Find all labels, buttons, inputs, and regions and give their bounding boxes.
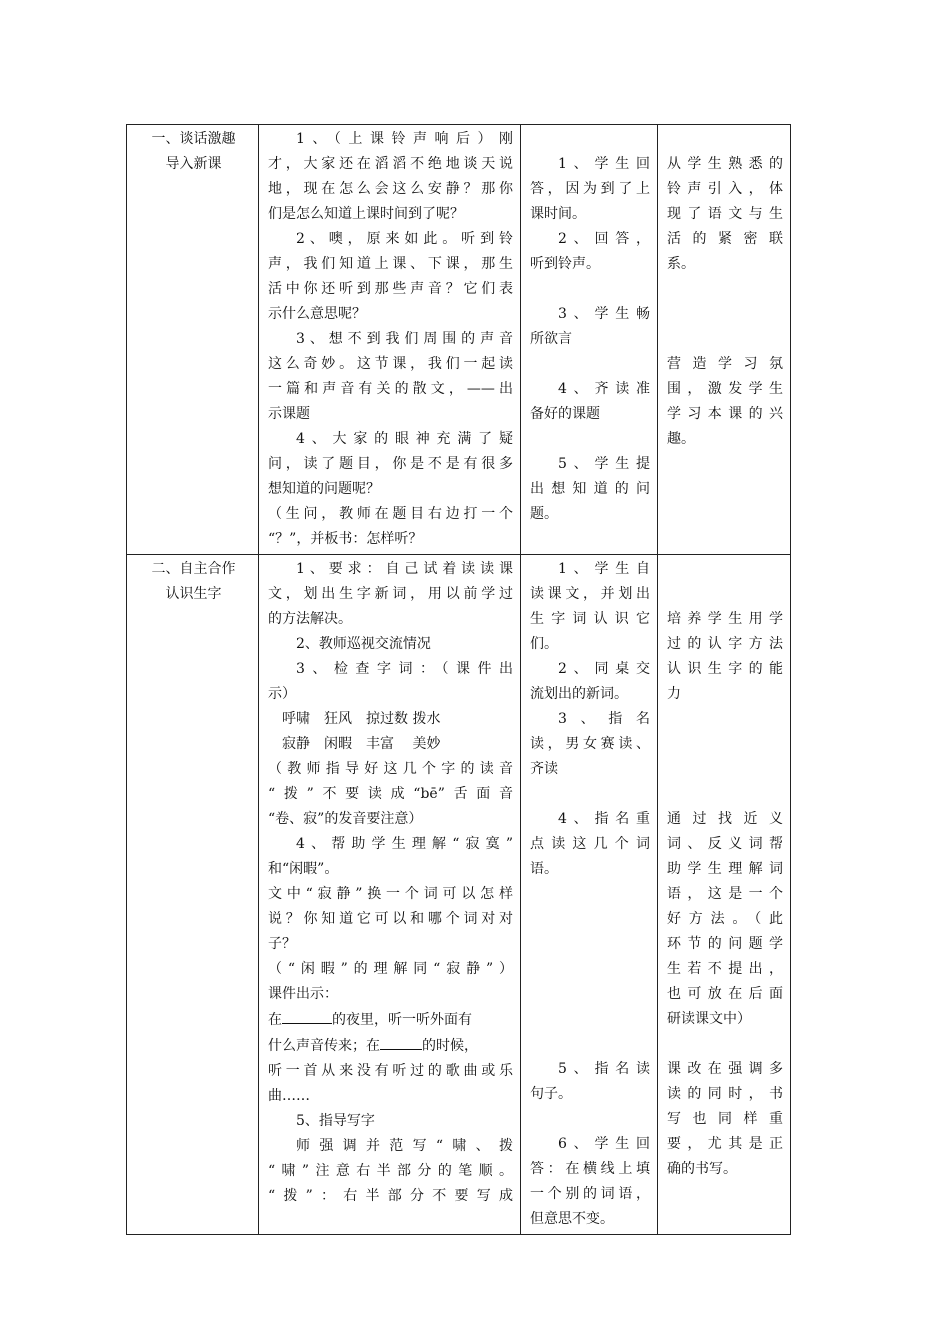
text-line: 6、学生回 [558, 1136, 650, 1152]
stage-subtitle: 导入新课 [165, 156, 222, 172]
text-line: 们。 [530, 636, 558, 652]
text-line: 2、教师巡视交流情况 [296, 636, 431, 652]
spacer [530, 907, 650, 932]
text-line: 们是怎么知道上课时间到了呢？ [268, 206, 464, 222]
spacer [667, 707, 783, 732]
fill-blank-line [268, 1007, 513, 1033]
text-line: 活的紧密联 [667, 231, 783, 247]
text-fragment: 什么声音传来；在 [268, 1038, 380, 1054]
text-line: 4、帮助学生理解“寂寞” [296, 836, 513, 852]
text-line: 5、学生提 [558, 456, 650, 472]
text-line: 认识生字的能 [667, 661, 783, 677]
spacer [667, 327, 783, 352]
text-fragment: 的夜里，听一听外面有 [332, 1012, 472, 1028]
student-activity-cell [521, 125, 658, 555]
text-line: 和“闲暇”。 [268, 861, 339, 877]
text-line: 现了语文与生 [667, 206, 783, 222]
text-line: 齐读 [530, 761, 558, 777]
stage-cell [127, 125, 259, 555]
spacer [667, 1032, 783, 1057]
design-intent-cell [658, 125, 791, 555]
text-line: 课时间。 [530, 206, 586, 222]
text-line: 好方法。（此 [667, 911, 783, 927]
text-line: 2、同桌交 [558, 661, 650, 677]
text-line: 所欲言 [530, 331, 572, 347]
text-line: 才，大家还在滔滔不绝地谈天说 [268, 156, 513, 172]
spacer [530, 957, 650, 982]
text-line: 曲…… [268, 1088, 310, 1104]
text-line: 声，我们知道上课、下课，那生 [268, 256, 513, 272]
table-body [127, 125, 791, 1235]
text-line: 力 [667, 686, 681, 702]
text-line: 语，这是一个 [667, 886, 783, 902]
text-line: 培养学生用学 [667, 611, 783, 627]
text-line: 读，男女赛读、 [530, 736, 650, 752]
text-line: 示课题 [268, 406, 310, 422]
spacer [530, 277, 650, 302]
text-line: 活中你还听到那些声音？它们表 [268, 281, 513, 297]
text-line: 一个别的词语， [530, 1186, 650, 1202]
spacer [530, 427, 650, 452]
text-line: 读课文，并划出 [530, 586, 650, 602]
design-intent-cell [658, 555, 791, 1235]
text-line: “啸”注意右半部分的笔顺。 [268, 1163, 513, 1179]
text-line: 5、指名读 [558, 1061, 650, 1077]
text-line: （“闲暇”的理解同“寂静”） [268, 961, 513, 977]
student-activity-cell [521, 555, 658, 1235]
text-line: 但意思不变。 [530, 1211, 614, 1227]
text-line: 学习本课的兴 [667, 406, 783, 422]
table-row [127, 125, 791, 555]
teacher-activity-cell [259, 555, 521, 1235]
text-line: 文，划出生字新词，用以前学过 [268, 586, 513, 602]
text-line: 课改在强调多 [667, 1061, 783, 1077]
text-line: 4、齐读准 [558, 381, 650, 397]
text-line: 过的认字方法 [667, 636, 783, 652]
blank-underline [282, 1007, 332, 1024]
text-line: 通过找近义 [667, 811, 783, 827]
spacer [530, 932, 650, 957]
text-line: 2、噢，原来如此。听到铃 [296, 231, 513, 247]
spacer [667, 302, 783, 327]
spacer [530, 1007, 650, 1032]
spacer [667, 277, 783, 302]
text-line: 生字词认识它 [530, 611, 650, 627]
text-line: 也可放在后面 [667, 986, 783, 1002]
text-line: 示什么意思呢？ [268, 306, 366, 322]
spacer [530, 352, 650, 377]
spacer [530, 882, 650, 907]
text-line: 问，读了题目，你是不是有很多 [268, 456, 513, 472]
text-line: 听到铃声。 [530, 256, 600, 272]
text-line: 2、回答， [558, 231, 650, 247]
text-line: 研读课文中） [667, 1011, 751, 1027]
text-line: 一篇和声音有关的散文，——出 [268, 381, 513, 397]
stage-subtitle: 认识生字 [165, 586, 222, 602]
text-line: 1、学生自 [558, 561, 650, 577]
text-line: 师强调并范写“啸、拨 [296, 1138, 513, 1154]
table-row [127, 555, 791, 1235]
text-line: 4、指名重 [558, 811, 650, 827]
fill-blank-line [268, 1033, 513, 1059]
text-line: 确的书写。 [667, 1161, 737, 1177]
text-line: 助学生理解词 [667, 861, 783, 877]
stage-cell [127, 555, 259, 1235]
stage-title: 二、自主合作 [151, 561, 236, 577]
text-line: （生问，教师在题目右边打一个 [268, 506, 513, 522]
text-line: “拨”不要读成“bē”舌面音 [268, 786, 513, 802]
text-line: 词、反义词帮 [667, 836, 783, 852]
spacer [530, 982, 650, 1007]
teacher-activity-cell [259, 125, 521, 555]
text-fragment: 在 [268, 1012, 282, 1028]
text-line: 备好的课题 [530, 406, 600, 422]
spacer [667, 582, 783, 607]
text-line: 听一首从来没有听过的歌曲或乐 [268, 1063, 513, 1079]
text-line: 生若不提出， [667, 961, 783, 977]
text-line: 写也同样重 [667, 1111, 783, 1127]
spacer [667, 557, 783, 582]
text-line: 1、要求：自己试着读读课 [296, 561, 513, 577]
spacer [530, 1107, 650, 1132]
text-line: “？”，并板书：怎样听？ [268, 531, 423, 547]
text-line: 这么奇妙。这节课，我们一起读 [268, 356, 513, 372]
text-line: 课件出示： [268, 986, 338, 1002]
text-line: “拨”：右半部分不要写成 [268, 1188, 513, 1204]
spacer [530, 127, 650, 152]
text-line: 1、（上课铃声响后）刚 [296, 131, 513, 147]
text-line: 读的同时，书 [667, 1086, 783, 1102]
text-line: 3、指名 [558, 711, 650, 727]
text-line: 铃声引入，体 [667, 181, 783, 197]
text-line: “卷、寂”的发音要注意） [268, 811, 423, 827]
text-fragment: 的时候， [422, 1038, 478, 1054]
text-line: 句子。 [530, 1086, 572, 1102]
spacer [667, 782, 783, 807]
text-line: 1、学生回 [558, 156, 650, 172]
text-line: 3、想不到我们周围的声音 [296, 331, 513, 347]
text-line: 想知道的问题呢？ [268, 481, 380, 497]
text-line: 地，现在怎么会这么安静？那你 [268, 181, 513, 197]
spacer [667, 732, 783, 757]
text-line: 营造学习氛 [667, 356, 783, 372]
text-line: 3、检查字词：（课件出 [296, 661, 513, 677]
text-line: 说？你知道它可以和哪个词对对 [268, 911, 513, 927]
text-line: 环节的问题学 [667, 936, 783, 952]
text-line: 点读这几个词 [530, 836, 650, 852]
text-line: 语。 [530, 861, 558, 877]
text-line: 子？ [268, 936, 296, 952]
text-line: 题。 [530, 506, 558, 522]
text-line: 出想知道的问 [530, 481, 650, 497]
text-line: 呼啸 狂风 掠过数 拨水 [282, 711, 441, 727]
text-line: （教师指导好这几个字的读音 [268, 761, 513, 777]
text-line: 4、大家的眼神充满了疑 [296, 431, 513, 447]
text-line: 从学生熟悉的 [667, 156, 783, 172]
text-line: 趣。 [667, 431, 695, 447]
text-line: 寂静 闲暇 丰富 美妙 [282, 736, 441, 752]
stage-title: 一、谈话激趣 [151, 131, 236, 147]
blank-underline [380, 1033, 422, 1050]
text-line: 流划出的新词。 [530, 686, 628, 702]
text-line: 5、指导写字 [296, 1113, 375, 1129]
text-line: 答，因为到了上 [530, 181, 650, 197]
text-line: 答：在横线上填 [530, 1161, 650, 1177]
text-line: 文中“寂静”换一个词可以怎样 [268, 886, 513, 902]
text-line: 要，尤其是正 [667, 1136, 783, 1152]
text-line: 的方法解决。 [268, 611, 352, 627]
spacer [667, 127, 783, 152]
text-line: 3、学生畅 [558, 306, 650, 322]
spacer [667, 757, 783, 782]
text-line: 示） [268, 686, 296, 702]
lesson-plan-table [126, 124, 791, 1235]
spacer [530, 782, 650, 807]
text-line: 围，激发学生 [667, 381, 783, 397]
spacer [530, 1032, 650, 1057]
text-line: 系。 [667, 256, 695, 272]
